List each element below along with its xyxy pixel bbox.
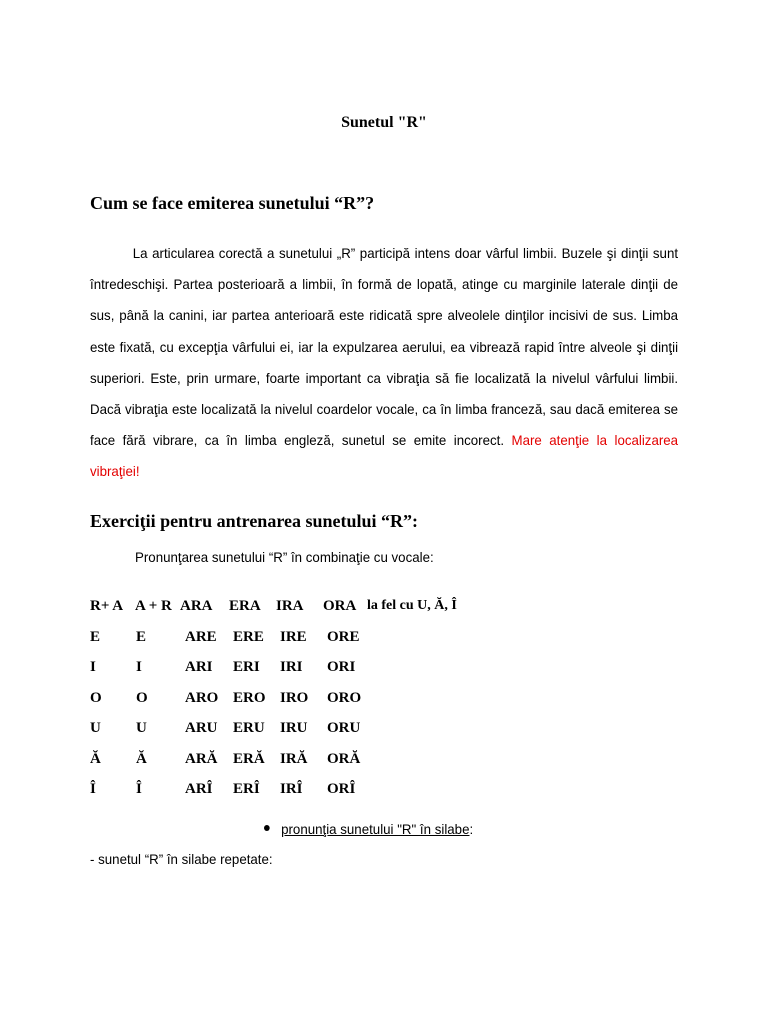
syllable-cell: Ă bbox=[90, 750, 101, 767]
syllable-cell: ARO bbox=[185, 689, 219, 706]
syllable-cell: ORO bbox=[327, 689, 362, 706]
syllable-cell: E bbox=[90, 628, 101, 645]
exercise-intro: Pronunţarea sunetului “R” în combinaţie cu vocale: bbox=[135, 549, 434, 565]
syllable-cell: R+ A bbox=[90, 598, 124, 614]
syllable-cell: ARĂ bbox=[185, 750, 218, 767]
syllable-cell: ERU bbox=[233, 720, 265, 736]
syllable-cell: ERO bbox=[233, 689, 266, 706]
articulation-paragraph bbox=[90, 238, 678, 488]
page-title: Sunetul "R" bbox=[341, 114, 427, 131]
repeated-syllables-line: - sunetul “R” în silabe repetate: bbox=[90, 851, 273, 867]
syllable-cell: Î bbox=[136, 781, 142, 797]
syllable-cell: ERÎ bbox=[233, 781, 260, 797]
syllable-cell: IRU bbox=[280, 720, 308, 736]
syllable-cell: IRÎ bbox=[280, 781, 303, 797]
syllable-cell: ORĂ bbox=[327, 750, 361, 767]
syllable-cell: ORA bbox=[323, 598, 357, 614]
syllable-cell: Ă bbox=[136, 750, 147, 767]
syllable-cell: ARI bbox=[185, 659, 213, 675]
table-note: la fel cu U, Ă, Î bbox=[367, 598, 457, 613]
bullet-icon bbox=[264, 825, 270, 831]
syllable-cell: ARU bbox=[185, 720, 218, 736]
syllable-cell: ERE bbox=[233, 628, 264, 645]
syllable-cell: Î bbox=[90, 781, 96, 797]
section-heading-exercises: Exerciţii pentru antrenarea sunetului “R”: bbox=[90, 511, 418, 531]
warning-text: Mare atenţie la localizarea vibraţiei! bbox=[90, 432, 679, 480]
section-heading-emission: Cum se face emiterea sunetului “R”? bbox=[90, 193, 375, 213]
syllable-cell: ARA bbox=[180, 598, 213, 614]
syllable-cell: E bbox=[136, 628, 147, 645]
syllable-cell: I bbox=[90, 659, 96, 675]
syllable-cell: ARE bbox=[185, 628, 217, 645]
syllable-cell: O bbox=[136, 689, 148, 706]
syllable-cell: ERĂ bbox=[233, 750, 265, 767]
syllable-cell: U bbox=[90, 720, 101, 736]
syllable-cell: ERA bbox=[229, 598, 261, 614]
syllable-cell: O bbox=[90, 689, 102, 706]
syllable-cell: I bbox=[136, 659, 142, 675]
syllable-cell: IRE bbox=[280, 628, 307, 645]
bullet-link-text: pronunţia sunetului "R" în silabe bbox=[281, 821, 470, 837]
syllable-cell: ORE bbox=[327, 628, 360, 645]
paragraph-text: La articularea corectă a sunetului „R” participă intens doar vârful limbii. Buzele şi dinţii sunt întredeschişi. Partea posterioară a limbii, în formă de lopată, atinge cu marginile laterale dinţii de sus, până la canini, iar partea anterioară este ridicată spre alveolele dinţilor incisivi de sus. Limba este fixată, cu excepţia vârfului ei, iar la expulzarea aerului, ea vibrează rapid între alveole şi dinţii superiori. Este, prin urmare, foarte important ca vibraţia să fie localizată la nivelul vârfului limbii. Dacă vibraţia este localizată la nivelul coardelor vocale, ca în limba franceză, sau dacă emiterea se face fără vibrare, ca în limba engleză, sunetul se emite incorect. bbox=[90, 245, 679, 449]
syllable-cell: U bbox=[136, 720, 147, 736]
syllable-cell: ORU bbox=[327, 720, 361, 736]
bullet-suffix: : bbox=[469, 821, 474, 837]
syllable-cell: A + R bbox=[135, 598, 172, 614]
syllable-cell: ERI bbox=[233, 659, 260, 675]
syllable-cell: IRA bbox=[276, 598, 304, 614]
syllable-cell: ORI bbox=[327, 659, 356, 675]
syllable-cell: ARÎ bbox=[185, 781, 213, 797]
syllable-cell: IRO bbox=[280, 689, 309, 706]
syllable-cell: IRĂ bbox=[280, 750, 308, 767]
syllable-cell: ORÎ bbox=[327, 781, 356, 797]
bullet-item bbox=[264, 820, 473, 838]
syllable-cell: IRI bbox=[280, 659, 303, 675]
